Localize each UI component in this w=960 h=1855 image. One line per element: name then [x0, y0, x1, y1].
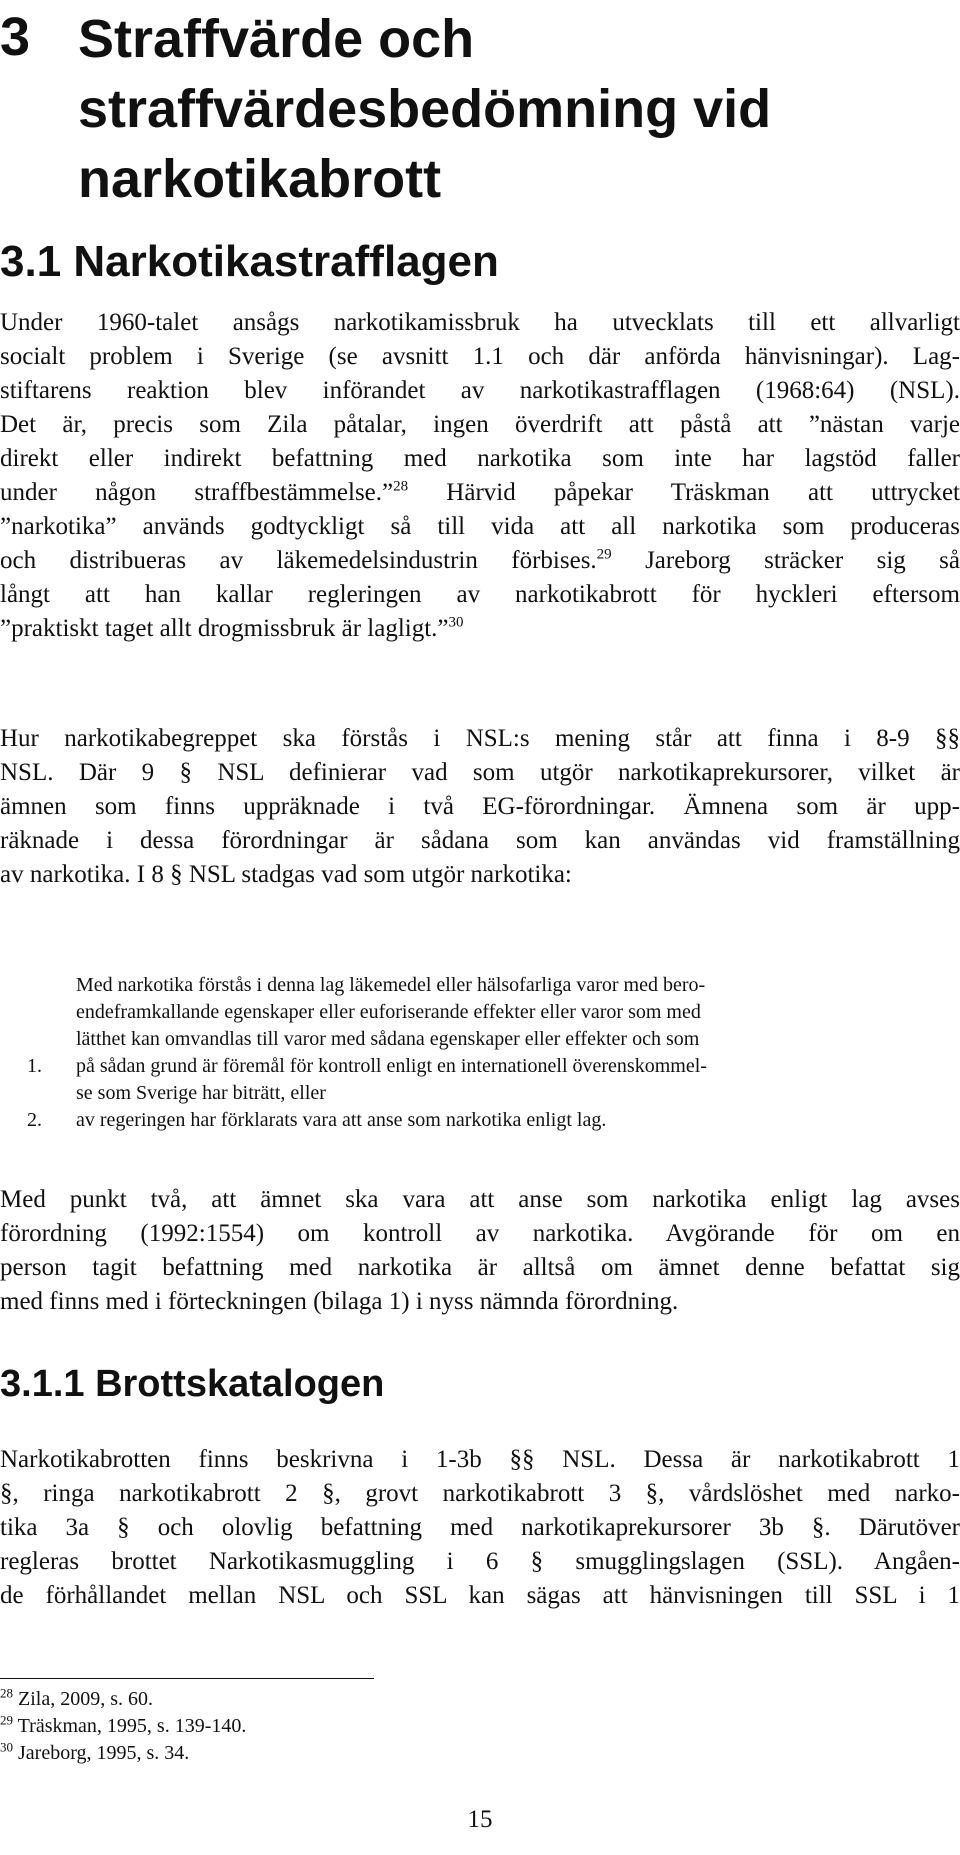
paragraph-intro — [0, 306, 960, 646]
chapter-title-line: narkotikabrott — [78, 149, 442, 209]
text-line: räknade i dessa förordningar är sådana som kan användas vid framställning — [0, 827, 960, 854]
text-line: Hur narkotikabegreppet ska förstås i NSL:s mening står att finna i 8-9 §§ — [0, 725, 960, 752]
footnotes — [0, 1686, 246, 1767]
footnote-number: 30 — [0, 1739, 13, 1755]
text-line: Det är, precis som Zila påtalar, ingen överdrift att påstå att ”nästan varje — [0, 411, 960, 438]
text-line: ”narkotika” används godtyckligt så till vida att all narkotika som produceras — [0, 513, 960, 540]
text-line: förordning (1992:1554) om kontroll av narkotika. Avgörande för om en — [0, 1220, 960, 1247]
quote-text: se som Sverige har biträtt, eller — [76, 1082, 326, 1104]
text-line: person tagit befattning med narkotika är alltså om ämnet denne befattat sig — [0, 1254, 960, 1281]
text-fragment: Jareborg sträcker sig så — [611, 547, 960, 574]
chapter-number: 3 — [0, 7, 31, 67]
quote-line — [0, 1107, 960, 1134]
footnote-ref[interactable]: 29 — [596, 546, 612, 563]
footnote — [0, 1740, 246, 1767]
footnote-text: Träskman, 1995, s. 139-140. — [17, 1715, 247, 1737]
quote-text: på sådan grund är föremål för kontroll enligt en internationell överenskommel- — [76, 1055, 707, 1077]
text-line: direkt eller indirekt befattning med narkotika som inte har lagstöd faller — [0, 445, 960, 472]
text-line: socialt problem i Sverige (se avsnitt 1.1 och där anförda hänvisningar). Lag- — [0, 343, 960, 370]
footnote-separator — [0, 1678, 374, 1679]
quote-text: Med narkotika förstås i denna lag läkemedel eller hälsofarliga varor med bero- — [76, 974, 706, 996]
text-line: ämnen som finns uppräknade i två EG-förordningar. Ämnena som är upp- — [0, 793, 960, 820]
text-line: de förhållandet mellan NSL och SSL kan sägas att hänvisningen till SSL i 1 — [0, 1582, 960, 1609]
subsection-heading: 3.1.1 Brottskatalogen — [0, 1363, 385, 1405]
chapter-title — [78, 4, 938, 214]
text-line: långt att han kallar regleringen av narkotikabrott för hyckleri eftersom — [0, 581, 960, 608]
text-line — [0, 476, 960, 510]
text-line: NSL. Där 9 § NSL definierar vad som utgör narkotikaprekursorer, vilket är — [0, 759, 960, 786]
footnote — [0, 1686, 246, 1713]
text-line — [0, 612, 960, 646]
text-line: av narkotika. I 8 § NSL stadgas vad som utgör narkotika: — [0, 861, 572, 888]
quote-text: lätthet kan omvandlas till varor med sådana egenskaper eller effekter och som — [76, 1028, 700, 1050]
text-line: stiftarens reaktion blev införandet av narkotikastrafflagen (1968:64) (NSL). — [0, 377, 960, 404]
text-fragment: under någon straffbestämmelse.” — [0, 479, 394, 506]
text-line — [0, 544, 960, 578]
section-heading: 3.1 Narkotikastrafflagen — [0, 237, 499, 286]
law-quote — [0, 972, 960, 1134]
footnote-text: Jareborg, 1995, s. 34. — [18, 1742, 190, 1764]
text-fragment: och distribueras av läkemedelsindustrin förbises. — [0, 547, 597, 574]
list-number: 2. — [27, 1109, 42, 1131]
text-line: Med punkt två, att ämnet ska vara att anse som narkotika enligt lag avses — [0, 1186, 960, 1213]
quote-line — [0, 972, 960, 999]
quote-line — [0, 1080, 960, 1107]
footnote-ref[interactable]: 28 — [393, 478, 409, 495]
paragraph-point-two — [0, 1183, 960, 1319]
quote-text: endeframkallande egenskaper eller euforiserande effekter eller varor som med — [76, 1001, 701, 1023]
quote-line — [0, 1026, 960, 1053]
text-line: tika 3a § och olovlig befattning med narkotikaprekursorer 3b §. Därutöver — [0, 1514, 960, 1541]
text-line: Under 1960-talet ansågs narkotikamissbruk ha utvecklats till ett allvarligt — [0, 309, 960, 336]
footnote-text: Zila, 2009, s. 60. — [18, 1688, 153, 1710]
quote-text: av regeringen har förklarats vara att anse som narkotika enligt lag. — [76, 1109, 607, 1131]
page-number: 15 — [467, 1806, 493, 1833]
quote-line — [0, 1053, 960, 1080]
footnote-number: 29 — [0, 1712, 13, 1728]
list-number: 1. — [27, 1055, 42, 1077]
quote-line — [0, 999, 960, 1026]
chapter-title-line: Straffvärde och — [78, 9, 475, 69]
footnote-ref[interactable]: 30 — [448, 614, 464, 631]
text-fragment: Härvid påpekar Träskman att uttrycket — [408, 479, 960, 506]
text-fragment: ”praktiskt taget allt drogmissbruk är lagligt.” — [0, 615, 449, 642]
chapter-title-line: straffvärdesbedömning vid — [78, 79, 772, 139]
text-line: med finns med i förteckningen (bilaga 1) i nyss nämnda förordning. — [0, 1288, 679, 1315]
text-line: regleras brottet Narkotikasmuggling i 6 § smugglingslagen (SSL). Angåen- — [0, 1548, 960, 1575]
paragraph-catalogue — [0, 1443, 960, 1613]
text-line: §, ringa narkotikabrott 2 §, grovt narkotikabrott 3 §, vårdslöshet med narko- — [0, 1480, 960, 1507]
text-line: Narkotikabrotten finns beskrivna i 1-3b §§ NSL. Dessa är narkotikabrott 1 — [0, 1446, 960, 1473]
footnote-number: 28 — [0, 1685, 13, 1701]
footnote — [0, 1713, 246, 1740]
paragraph-definition — [0, 722, 960, 892]
